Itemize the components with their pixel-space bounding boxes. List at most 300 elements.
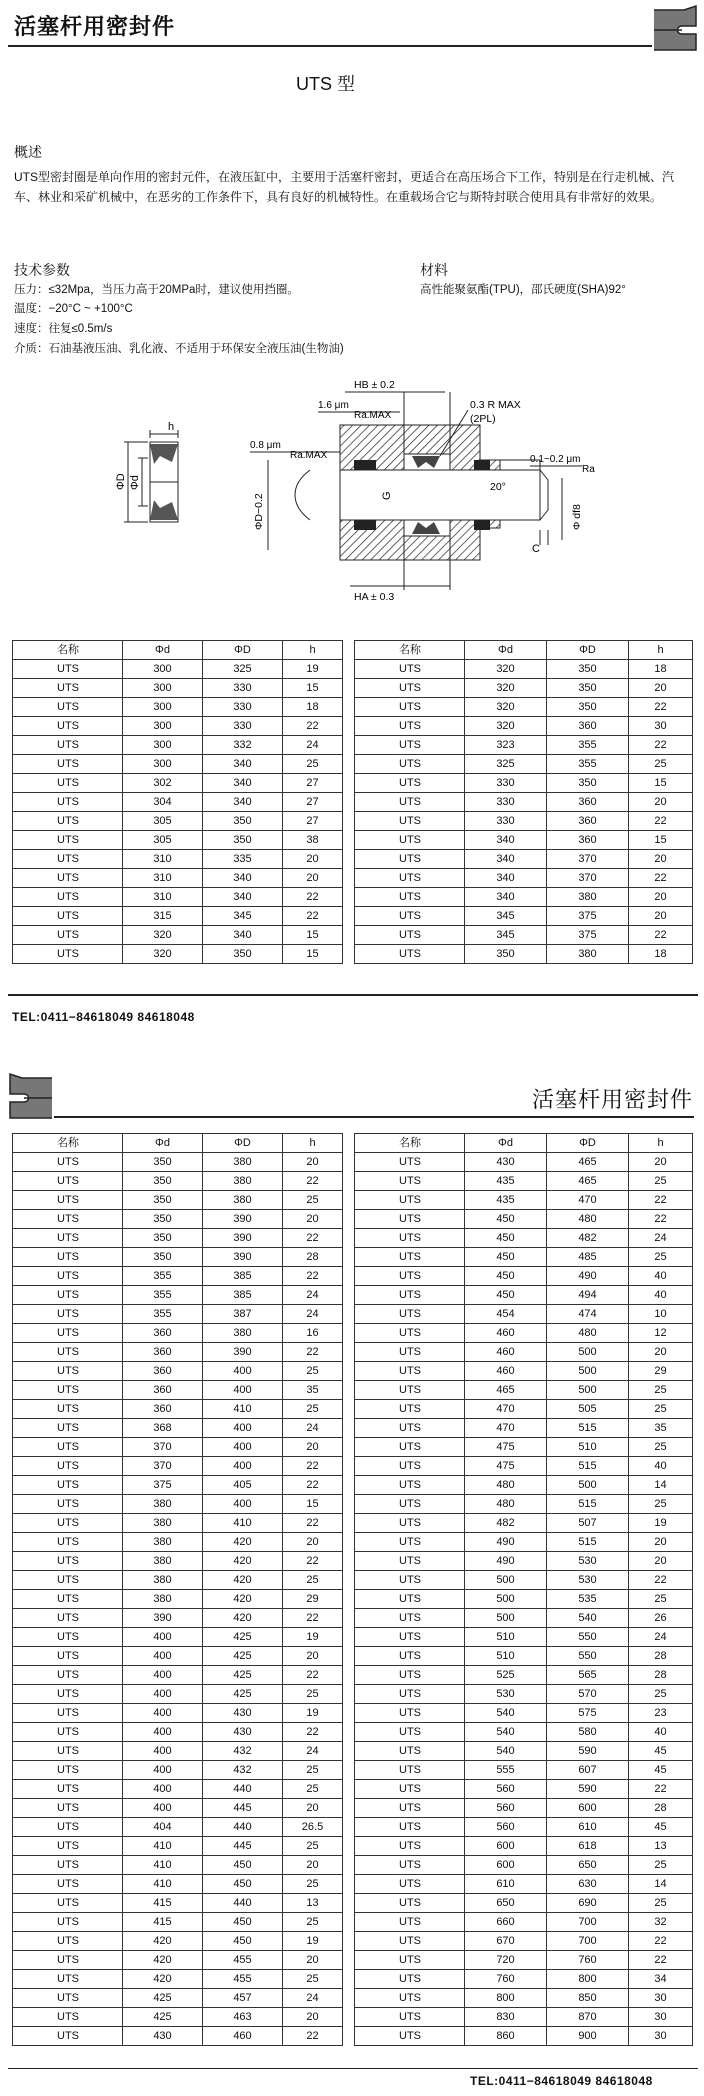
table-cell: 440 (203, 1894, 283, 1913)
table-row (355, 1989, 693, 2008)
page1-size-table-right (354, 640, 693, 964)
table-row (13, 755, 343, 774)
table-cell: 25 (283, 1400, 343, 1419)
table-cell: 432 (203, 1742, 283, 1761)
table-row (13, 850, 343, 869)
table-row (355, 698, 693, 717)
table-cell: 470 (465, 1400, 547, 1419)
table-row (13, 888, 343, 907)
table-cell: UTS (13, 1400, 123, 1419)
table-cell: 330 (465, 812, 547, 831)
table-cell: 450 (203, 1856, 283, 1875)
table-cell: 435 (465, 1172, 547, 1191)
table-cell: UTS (13, 774, 123, 793)
table-cell: 375 (123, 1476, 203, 1495)
table-cell: 494 (547, 1286, 629, 1305)
table-cell: 330 (203, 698, 283, 717)
table-cell: UTS (355, 1913, 465, 1932)
table-cell: UTS (13, 736, 123, 755)
table-row (355, 869, 693, 888)
table-cell: 25 (629, 1856, 693, 1875)
table-cell: UTS (355, 1400, 465, 1419)
table-cell: 25 (629, 1381, 693, 1400)
table-cell: 435 (465, 1191, 547, 1210)
table-row (355, 1191, 693, 1210)
table-cell: 420 (203, 1533, 283, 1552)
label-ra-max-1: 1.6 μm (318, 400, 349, 411)
table-cell: 450 (465, 1286, 547, 1305)
table-cell: 34 (629, 1970, 693, 1989)
table-cell: 350 (123, 1229, 203, 1248)
table-row (355, 1799, 693, 1818)
table-cell: 445 (203, 1837, 283, 1856)
table-cell: 500 (547, 1381, 629, 1400)
table-body (355, 1134, 693, 2046)
table-cell: 760 (465, 1970, 547, 1989)
table-cell: 425 (203, 1647, 283, 1666)
table-cell: 350 (203, 945, 283, 964)
table-cell: 25 (283, 1837, 343, 1856)
table-cell: 400 (203, 1419, 283, 1438)
table-cell: 400 (123, 1704, 203, 1723)
table-cell: UTS (355, 1628, 465, 1647)
table-row (13, 1267, 343, 1286)
table-cell: 510 (547, 1438, 629, 1457)
table-cell: 22 (283, 888, 343, 907)
table-cell: 480 (465, 1476, 547, 1495)
table-cell: 460 (465, 1324, 547, 1343)
table-cell: 380 (123, 1590, 203, 1609)
table-cell: 20 (629, 888, 693, 907)
table-row (355, 907, 693, 926)
page2-seal-logo-icon (4, 1072, 54, 1120)
table-cell: UTS (13, 1875, 123, 1894)
table-cell: 380 (123, 1514, 203, 1533)
table-cell: 320 (123, 945, 203, 964)
table-cell: 330 (465, 793, 547, 812)
table-cell: 480 (547, 1210, 629, 1229)
table-cell: 25 (629, 1685, 693, 1704)
table-cell: UTS (355, 1723, 465, 1742)
table-cell: 460 (465, 1362, 547, 1381)
table-cell: UTS (355, 1172, 465, 1191)
table-cell: 700 (547, 1913, 629, 1932)
table-cell: 420 (123, 1951, 203, 1970)
table-cell: 400 (203, 1495, 283, 1514)
table-row (355, 1837, 693, 1856)
table-row (355, 2027, 693, 2046)
table-cell: 510 (465, 1647, 547, 1666)
table-cell: UTS (355, 1799, 465, 1818)
table-row (355, 1248, 693, 1267)
table-cell: 360 (123, 1324, 203, 1343)
table-cell: 415 (123, 1913, 203, 1932)
table-cell: 15 (283, 926, 343, 945)
table-cell: 340 (203, 926, 283, 945)
table-cell: 457 (203, 1989, 283, 2008)
table-row (355, 1818, 693, 1837)
table-cell: 480 (465, 1495, 547, 1514)
table-cell: UTS (13, 1267, 123, 1286)
table-row (13, 774, 343, 793)
table-cell: 490 (547, 1267, 629, 1286)
table-cell: 350 (547, 774, 629, 793)
table-cell: 315 (123, 907, 203, 926)
table-row (355, 812, 693, 831)
table-cell: UTS (13, 1799, 123, 1818)
table-row (355, 1761, 693, 1780)
table-cell: UTS (13, 1533, 123, 1552)
material-text: 高性能聚氨酯(TPU)，邵氏硬度(SHA)92° (420, 284, 626, 296)
table-cell: 390 (203, 1343, 283, 1362)
table-cell: 24 (629, 1229, 693, 1248)
table-cell: 400 (203, 1438, 283, 1457)
table-cell: UTS (13, 1932, 123, 1951)
table-row (13, 1381, 343, 1400)
table-cell: 474 (547, 1305, 629, 1324)
table-cell: 385 (203, 1267, 283, 1286)
table-cell: UTS (355, 1381, 465, 1400)
table-cell: 25 (629, 755, 693, 774)
table-cell: 380 (547, 945, 629, 964)
table-cell: 26 (629, 1609, 693, 1628)
table-cell: 320 (465, 717, 547, 736)
table-cell: 425 (123, 2008, 203, 2027)
table-cell: UTS (355, 812, 465, 831)
table-cell: UTS (355, 1210, 465, 1229)
table-row (355, 1457, 693, 1476)
table-cell: 510 (465, 1628, 547, 1647)
table-cell: 475 (465, 1457, 547, 1476)
table-cell: 360 (123, 1381, 203, 1400)
table-cell: 400 (123, 1780, 203, 1799)
table-cell: UTS (13, 1362, 123, 1381)
table-row (355, 1400, 693, 1419)
label-d-tol: ΦD−0.2 (253, 493, 265, 530)
table-cell: 590 (547, 1742, 629, 1761)
table-cell: UTS (13, 1438, 123, 1457)
table-cell: 425 (203, 1628, 283, 1647)
table-cell: 335 (203, 850, 283, 869)
page2-footer-rule (8, 2068, 698, 2069)
seal-cross-section-diagram (0, 370, 704, 610)
table-cell: 25 (283, 755, 343, 774)
table-cell: 22 (629, 736, 693, 755)
table-row (13, 1894, 343, 1913)
table-row (355, 1533, 693, 1552)
label-ra-max-2b: Ra.MAX (290, 450, 328, 461)
table-cell: UTS (355, 1780, 465, 1799)
table-cell: 25 (283, 1685, 343, 1704)
table-cell: 400 (123, 1799, 203, 1818)
table-cell: 660 (465, 1913, 547, 1932)
table-cell: 390 (203, 1229, 283, 1248)
table-row (13, 1780, 343, 1799)
table-cell: 360 (547, 717, 629, 736)
table-cell: 27 (283, 774, 343, 793)
table-cell: 18 (629, 945, 693, 964)
table-row (355, 926, 693, 945)
table-cell: 330 (465, 774, 547, 793)
table-cell: 45 (629, 1818, 693, 1837)
table-cell: 480 (547, 1324, 629, 1343)
table-cell: 560 (465, 1780, 547, 1799)
table-row (355, 1894, 693, 1913)
table-cell: 350 (123, 1210, 203, 1229)
table-row (13, 1970, 343, 1989)
table-cell: 475 (465, 1438, 547, 1457)
tech-item-speed: 速度：往复≤0.5m/s (14, 323, 113, 335)
table-cell: 830 (465, 2008, 547, 2027)
table-cell: 575 (547, 1704, 629, 1723)
table-cell: UTS (355, 660, 465, 679)
table-cell: 490 (465, 1552, 547, 1571)
table-cell: UTS (355, 736, 465, 755)
table-cell: 400 (123, 1761, 203, 1780)
table-row (13, 945, 343, 964)
table-cell: UTS (13, 1590, 123, 1609)
table-row (13, 1514, 343, 1533)
table-cell: 500 (547, 1476, 629, 1495)
table-cell: UTS (355, 1533, 465, 1552)
table-cell: 460 (203, 2027, 283, 2046)
table-row (13, 1951, 343, 1970)
table-cell: 22 (283, 1609, 343, 1628)
table-row (13, 1742, 343, 1761)
table-cell: UTS (355, 755, 465, 774)
table-cell: 380 (203, 1153, 283, 1172)
table-cell: 555 (465, 1761, 547, 1780)
table-cell: 19 (283, 660, 343, 679)
table-row (13, 2027, 343, 2046)
table-row (13, 869, 343, 888)
table-row (13, 1818, 343, 1837)
table-row (355, 945, 693, 964)
table-cell: 20 (629, 907, 693, 926)
table-cell: UTS (13, 1286, 123, 1305)
table-cell: 800 (465, 1989, 547, 2008)
page2-tel: TEL:0411−84618049 84618048 (470, 2074, 653, 2088)
table-cell: UTS (13, 793, 123, 812)
table-cell: UTS (13, 1476, 123, 1495)
table-row (13, 1153, 343, 1172)
table-row (13, 1552, 343, 1571)
table-cell: 420 (203, 1590, 283, 1609)
table-cell: 465 (547, 1153, 629, 1172)
table-cell: 15 (629, 831, 693, 850)
table-cell: UTS (13, 907, 123, 926)
table-header-cell: 名称 (13, 641, 123, 660)
table-cell: UTS (13, 1723, 123, 1742)
table-row (355, 1609, 693, 1628)
table-cell: UTS (13, 1609, 123, 1628)
table-row (13, 1856, 343, 1875)
table-row (355, 831, 693, 850)
table-cell: 30 (629, 717, 693, 736)
table-cell: 340 (203, 888, 283, 907)
table-row (355, 736, 693, 755)
table-cell: 385 (203, 1286, 283, 1305)
table-cell: UTS (355, 869, 465, 888)
table-cell: 25 (283, 1761, 343, 1780)
table-cell: 22 (283, 1723, 343, 1742)
table-cell: UTS (355, 1324, 465, 1343)
table-cell: 415 (123, 1894, 203, 1913)
table-cell: 860 (465, 2027, 547, 2046)
table-cell: 24 (283, 736, 343, 755)
table-cell: 600 (547, 1799, 629, 1818)
table-cell: 22 (629, 1571, 693, 1590)
table-cell: 500 (547, 1362, 629, 1381)
table-row (13, 1761, 343, 1780)
table-row (13, 698, 343, 717)
table-cell: 20 (283, 869, 343, 888)
table-cell: 22 (283, 1666, 343, 1685)
table-cell: 40 (629, 1457, 693, 1476)
table-cell: 420 (203, 1609, 283, 1628)
table-cell: 305 (123, 812, 203, 831)
table-row (355, 1856, 693, 1875)
table-cell: 760 (547, 1951, 629, 1970)
table-cell: 300 (123, 736, 203, 755)
table-cell: 430 (465, 1153, 547, 1172)
table-cell: 20 (283, 1951, 343, 1970)
table-cell: UTS (13, 1381, 123, 1400)
table-cell: 540 (465, 1723, 547, 1742)
table-cell: 485 (547, 1248, 629, 1267)
table-header-cell: ΦD (547, 641, 629, 660)
table-cell: 540 (547, 1609, 629, 1628)
table-cell: 325 (465, 755, 547, 774)
table-cell: 18 (629, 660, 693, 679)
page1-footer-rule (8, 994, 698, 996)
table-cell: 454 (465, 1305, 547, 1324)
table-cell: 22 (283, 1552, 343, 1571)
table-cell: UTS (355, 1818, 465, 1837)
table-cell: 450 (203, 1875, 283, 1894)
table-cell: 405 (203, 1476, 283, 1495)
table-cell: UTS (355, 945, 465, 964)
table-row (13, 1172, 343, 1191)
table-row (13, 1875, 343, 1894)
label-ra-3: 0.1~0.2 μm (530, 454, 581, 465)
table-cell: 38 (283, 831, 343, 850)
table-cell: 375 (547, 926, 629, 945)
table-cell: 300 (123, 660, 203, 679)
table-cell: 360 (123, 1343, 203, 1362)
table-cell: 515 (547, 1419, 629, 1438)
table-cell: 525 (465, 1666, 547, 1685)
label-2pl: (2PL) (470, 413, 496, 425)
label-ha: HA ± 0.3 (354, 591, 395, 603)
table-cell: 560 (465, 1818, 547, 1837)
table-cell: 618 (547, 1837, 629, 1856)
table-cell: UTS (13, 660, 123, 679)
table-row (355, 1438, 693, 1457)
table-row (13, 1666, 343, 1685)
table-cell: 345 (203, 907, 283, 926)
table-cell: 460 (465, 1343, 547, 1362)
table-cell: 332 (203, 736, 283, 755)
table-cell: 20 (283, 1153, 343, 1172)
table-cell: 25 (283, 1913, 343, 1932)
table-cell: UTS (355, 1343, 465, 1362)
table-row (13, 1533, 343, 1552)
table-cell: 20 (283, 1647, 343, 1666)
table-cell: UTS (13, 888, 123, 907)
table-cell: 15 (283, 1495, 343, 1514)
page1-size-table-left (12, 640, 343, 964)
table-cell: 380 (123, 1533, 203, 1552)
table-cell: UTS (13, 679, 123, 698)
table-cell: 400 (203, 1381, 283, 1400)
overview-text: UTS型密封圈是单向作用的密封元件，在液压缸中，主要用于活塞杆密封，更适合在高压场合下工作，特别是在行走机械、汽车、林业和采矿机械中，在恶劣的工作条件下，具有良好的机械特性。在重载场合它与斯特封联合使用具有非常好的效果。 (14, 170, 675, 204)
table-cell: 355 (123, 1267, 203, 1286)
table-cell: UTS (13, 1894, 123, 1913)
table-cell: 535 (547, 1590, 629, 1609)
table-row (355, 1780, 693, 1799)
table-cell: UTS (355, 1647, 465, 1666)
table-cell: 310 (123, 850, 203, 869)
table-cell: 425 (203, 1666, 283, 1685)
table-cell: UTS (355, 831, 465, 850)
table-cell: UTS (355, 679, 465, 698)
table-cell: 40 (629, 1723, 693, 1742)
table-cell: UTS (13, 1552, 123, 1571)
table-header-cell: Φd (123, 641, 203, 660)
table-row (13, 1286, 343, 1305)
table-cell: 18 (283, 698, 343, 717)
table-cell: 420 (123, 1932, 203, 1951)
table-cell: 450 (465, 1210, 547, 1229)
table-row (355, 1153, 693, 1172)
page1-model-title: UTS 型 (296, 74, 356, 94)
table-cell: 25 (629, 1438, 693, 1457)
table-cell: 27 (283, 812, 343, 831)
table-header-cell: ΦD (203, 641, 283, 660)
table-row (355, 755, 693, 774)
table-cell: 400 (203, 1457, 283, 1476)
table-cell: 340 (203, 774, 283, 793)
label-h: h (168, 421, 175, 433)
table-cell: UTS (355, 1761, 465, 1780)
table-cell: UTS (13, 1191, 123, 1210)
table-row (13, 1685, 343, 1704)
table-cell: UTS (13, 850, 123, 869)
table-cell: 20 (629, 1533, 693, 1552)
table-cell: UTS (13, 1818, 123, 1837)
table-cell: UTS (355, 1248, 465, 1267)
table-cell: UTS (13, 1913, 123, 1932)
table-cell: 22 (629, 1951, 693, 1970)
table-row (355, 1476, 693, 1495)
table-cell: 350 (547, 679, 629, 698)
table-cell: 25 (629, 1894, 693, 1913)
table-cell: 580 (547, 1723, 629, 1742)
table-cell: 28 (283, 1248, 343, 1267)
table-cell: 465 (465, 1381, 547, 1400)
table-cell: 355 (547, 755, 629, 774)
table-cell: 19 (629, 1514, 693, 1533)
table-cell: 300 (123, 717, 203, 736)
table-cell: 400 (123, 1628, 203, 1647)
table-row (355, 1172, 693, 1191)
table-cell: UTS (355, 1438, 465, 1457)
table-cell: 20 (629, 1343, 693, 1362)
table-cell: 445 (203, 1799, 283, 1818)
table-cell: 455 (203, 1951, 283, 1970)
table-cell: 515 (547, 1457, 629, 1476)
